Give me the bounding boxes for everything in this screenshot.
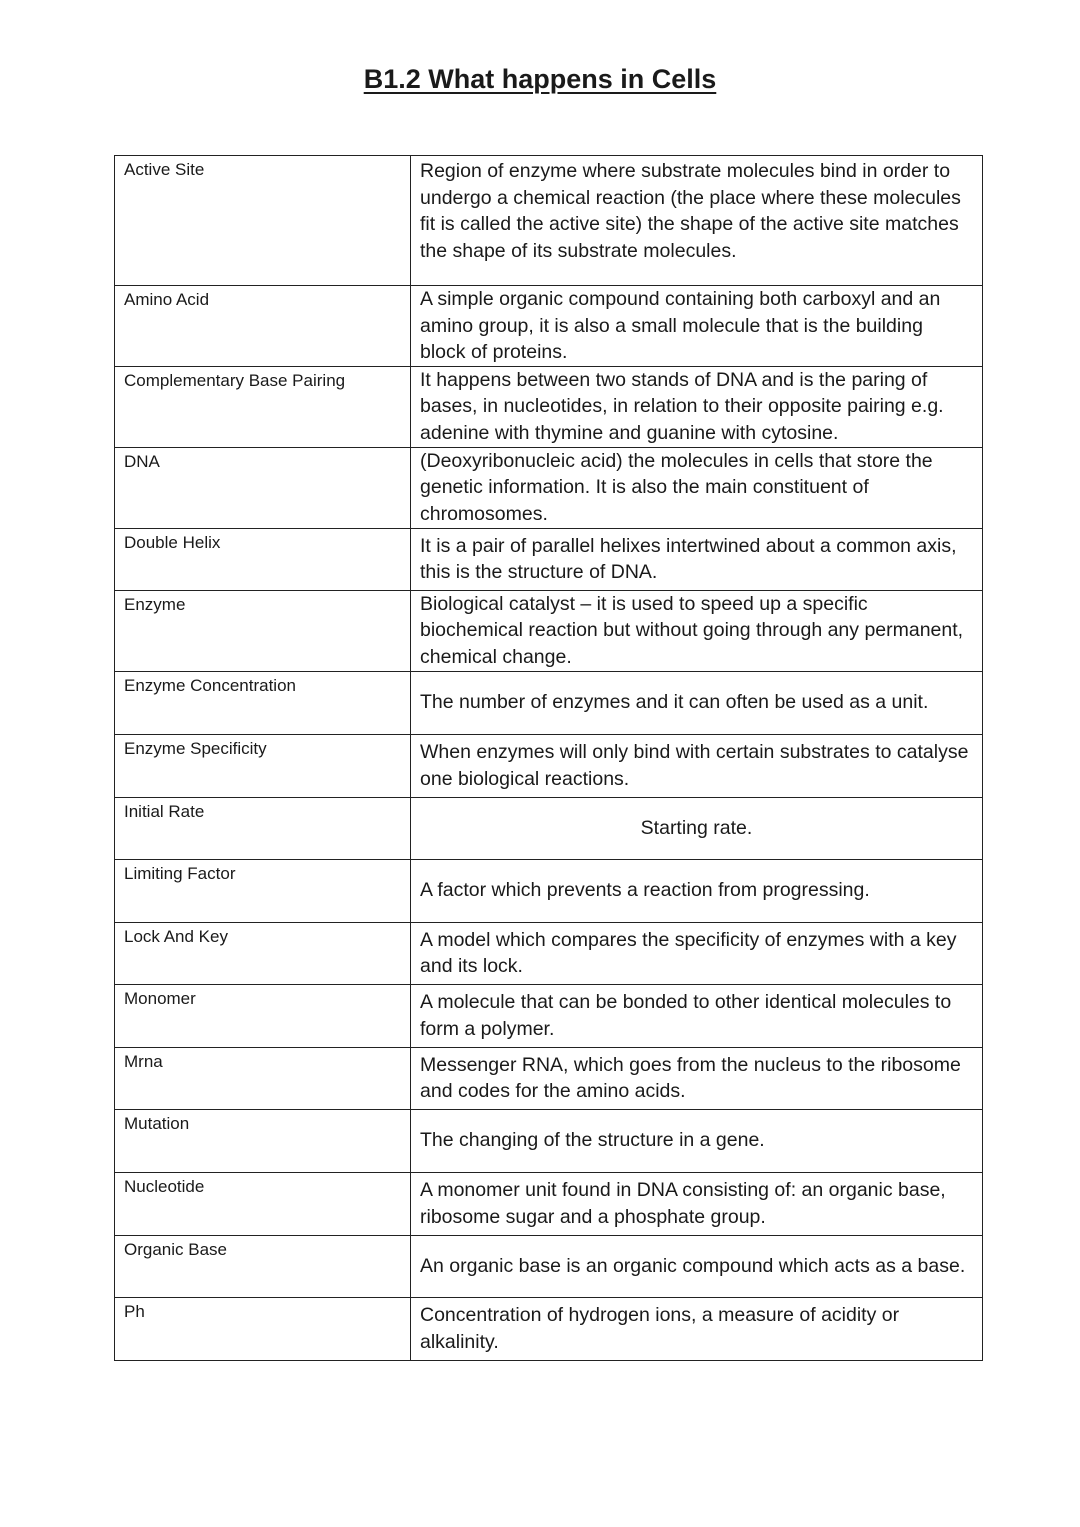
definition-cell: Biological catalyst – it is used to speed up a specific biochemical reaction but without going through any permanent, chemical change.	[411, 590, 983, 671]
table-row	[115, 156, 983, 286]
definition-cell: A simple organic compound containing both carboxyl and an amino group, it is also a small molecule that is the building block of proteins.	[411, 286, 983, 367]
definition-cell: A factor which prevents a reaction from progressing.	[411, 859, 983, 922]
term-cell: Ph	[115, 1297, 411, 1360]
term-cell: Lock And Key	[115, 922, 411, 984]
table-row	[115, 1172, 983, 1235]
definition-cell: A molecule that can be bonded to other identical molecules to form a polymer.	[411, 984, 983, 1047]
table-row	[115, 671, 983, 734]
definition-cell: A model which compares the specificity of enzymes with a key and its lock.	[411, 922, 983, 984]
definition-cell: An organic base is an organic compound which acts as a base.	[411, 1235, 983, 1297]
table-row	[115, 984, 983, 1047]
table-row	[115, 366, 983, 447]
table-row	[115, 447, 983, 528]
term-cell: Enzyme Concentration	[115, 671, 411, 734]
glossary-table	[114, 155, 983, 1361]
term-cell: DNA	[115, 447, 411, 528]
definition-cell: Region of enzyme where substrate molecules bind in order to undergo a chemical reaction (the place where these molecules fit is called the active site) the shape of the active site matches the shape of its substrate molecules.	[411, 156, 983, 286]
table-row	[115, 286, 983, 367]
term-cell: Double Helix	[115, 528, 411, 590]
term-cell: Complementary Base Pairing	[115, 366, 411, 447]
term-cell: Enzyme	[115, 590, 411, 671]
definition-cell: It happens between two stands of DNA and is the paring of bases, in nucleotides, in relation to their opposite pairing e.g. adenine with thymine and guanine with cytosine.	[411, 366, 983, 447]
term-cell: Limiting Factor	[115, 859, 411, 922]
term-cell: Mrna	[115, 1047, 411, 1109]
term-cell: Amino Acid	[115, 286, 411, 367]
definition-cell: The number of enzymes and it can often be used as a unit.	[411, 671, 983, 734]
definition-cell: Concentration of hydrogen ions, a measure of acidity or alkalinity.	[411, 1297, 983, 1360]
table-row	[115, 859, 983, 922]
term-cell: Organic Base	[115, 1235, 411, 1297]
definition-cell: It is a pair of parallel helixes intertwined about a common axis, this is the structure of DNA.	[411, 528, 983, 590]
definition-cell: Starting rate.	[411, 797, 983, 859]
term-cell: Active Site	[115, 156, 411, 286]
table-row	[115, 1297, 983, 1360]
term-cell: Initial Rate	[115, 797, 411, 859]
table-row	[115, 590, 983, 671]
definition-cell: Messenger RNA, which goes from the nucleus to the ribosome and codes for the amino acids.	[411, 1047, 983, 1109]
table-row	[115, 528, 983, 590]
term-cell: Enzyme Specificity	[115, 734, 411, 797]
table-row	[115, 1109, 983, 1172]
definition-cell: A monomer unit found in DNA consisting of: an organic base, ribosome sugar and a phosphate group.	[411, 1172, 983, 1235]
table-row	[115, 734, 983, 797]
term-cell: Nucleotide	[115, 1172, 411, 1235]
definition-cell: When enzymes will only bind with certain substrates to catalyse one biological reactions.	[411, 734, 983, 797]
page-title: B1.2 What happens in Cells	[363, 64, 717, 94]
table-row	[115, 797, 983, 859]
definition-cell: (Deoxyribonucleic acid) the molecules in cells that store the genetic information. It is also the main constituent of chromosomes.	[411, 447, 983, 528]
definition-cell: The changing of the structure in a gene.	[411, 1109, 983, 1172]
term-cell: Mutation	[115, 1109, 411, 1172]
table-row	[115, 1047, 983, 1109]
table-row	[115, 922, 983, 984]
term-cell: Monomer	[115, 984, 411, 1047]
table-row	[115, 1235, 983, 1297]
